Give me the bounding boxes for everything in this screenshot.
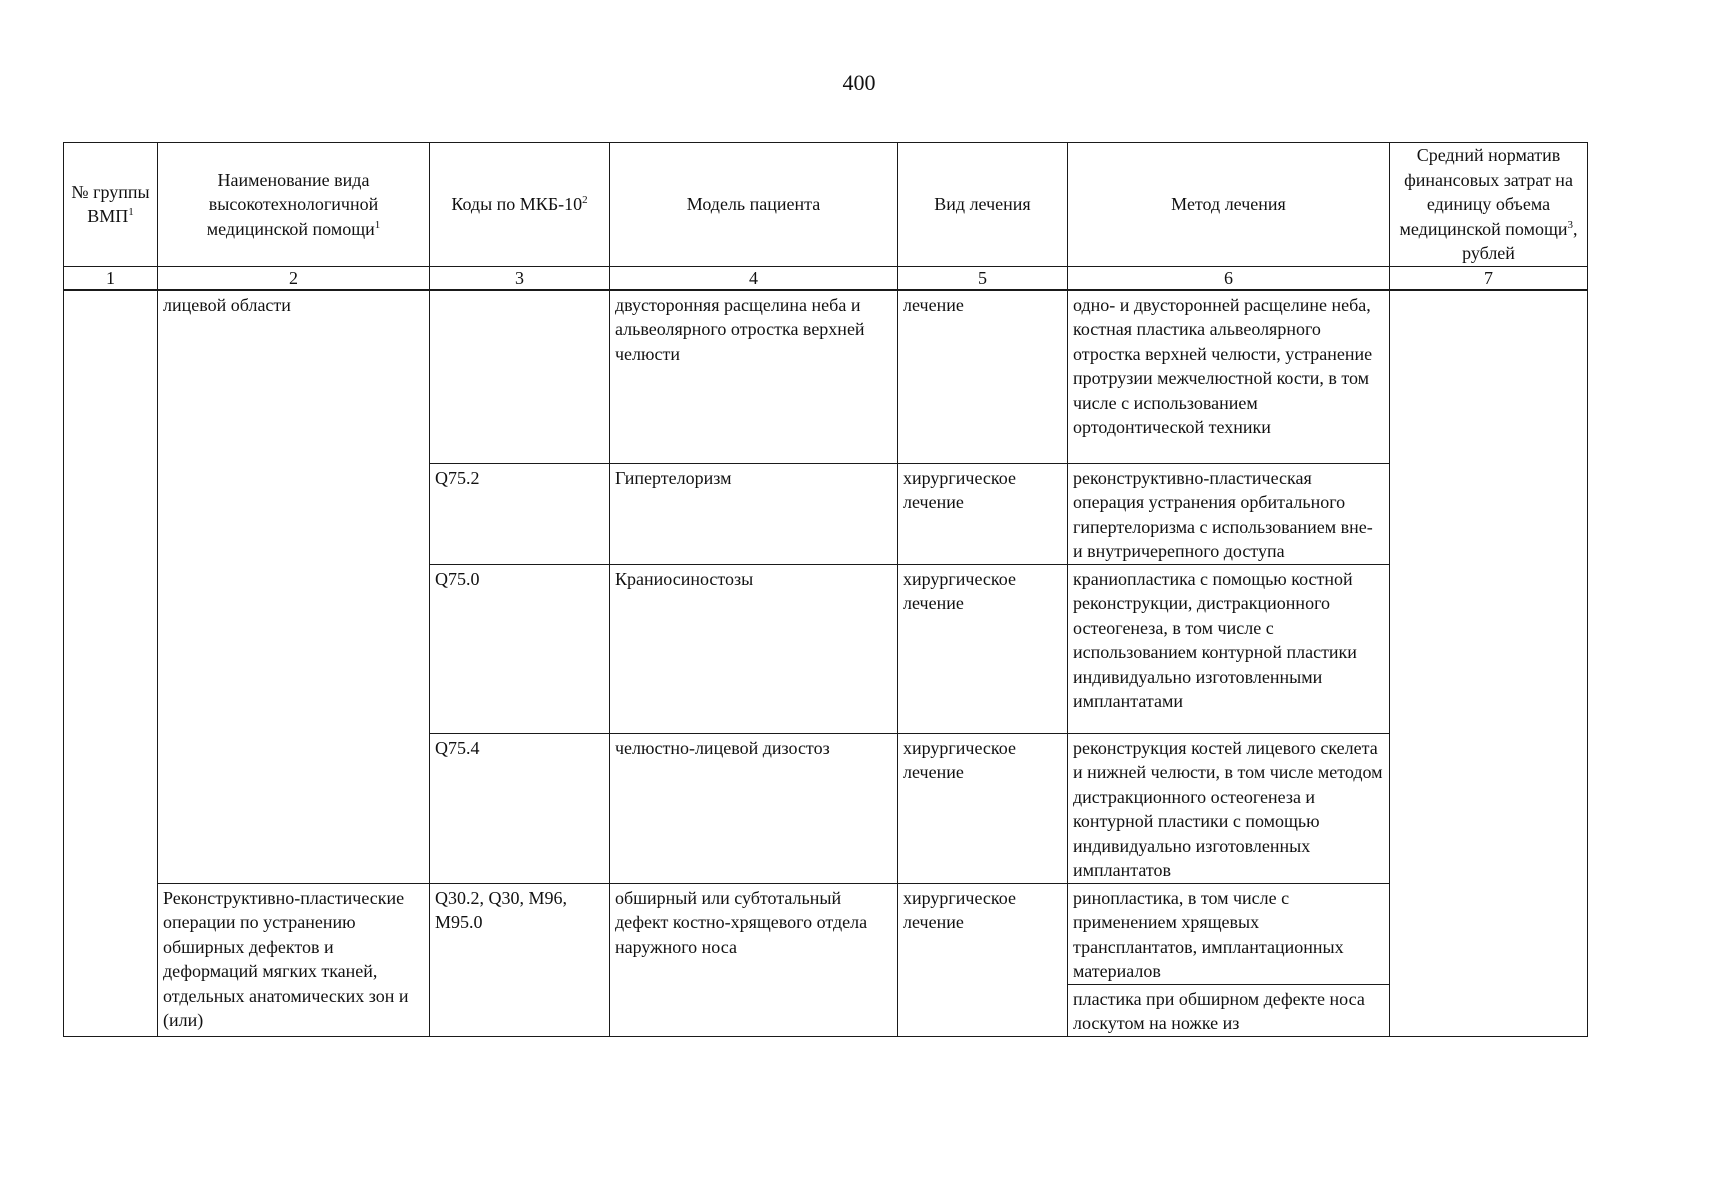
header-group-number: № группы ВМП$^1$ <box>64 143 158 267</box>
treatment-type-cell: лечение <box>898 290 1068 464</box>
table-row <box>64 883 1588 984</box>
header-treatment-type: Вид лечения <box>898 143 1068 267</box>
care-type-name-cell: лицевой области <box>158 290 430 884</box>
header-average-cost: Средний норматив финансовых затрат на единицу объема медицинской помощи$^3$, рублей <box>1390 143 1588 267</box>
treatment-type-cell: хирургическое лечение <box>898 463 1068 564</box>
icd-codes-cell: Q75.4 <box>430 733 610 883</box>
patient-model-cell: двусторонняя расщелина неба и альвеолярного отростка верхней челюсти <box>610 290 898 464</box>
treatment-type-cell: хирургическое лечение <box>898 883 1068 1036</box>
icd-codes-cell: Q30.2, Q30, M96, M95.0 <box>430 883 610 1036</box>
column-number: 5 <box>898 266 1068 290</box>
treatment-method-cell: ринопластика, в том числе с применением хрящевых трансплантатов, имплантационных материалов <box>1068 883 1390 984</box>
column-number: 1 <box>64 266 158 290</box>
treatment-method-cell: реконструкция костей лицевого скелета и нижней челюсти, в том числе методом дистракционного остеогенеза и контурной пластики с помощью индивидуально изготовленных имплантатов <box>1068 733 1390 883</box>
page-number: 400 <box>842 70 876 95</box>
care-type-name-cell: Реконструктивно-пластические операции по устранению обширных дефектов и деформаций мягких тканей, отдельных анатомических зон и (или) <box>158 883 430 1036</box>
patient-model-cell: Гипертелоризм <box>610 463 898 564</box>
group-number-cell <box>64 290 158 1037</box>
icd-codes-cell <box>430 290 610 464</box>
column-number-row <box>64 266 1588 290</box>
treatment-type-cell: хирургическое лечение <box>898 564 1068 733</box>
column-number: 4 <box>610 266 898 290</box>
column-number: 6 <box>1068 266 1390 290</box>
patient-model-cell: челюстно-лицевой дизостоз <box>610 733 898 883</box>
treatment-method-cell: реконструктивно-пластическая операция устранения орбитального гипертелоризма с использованием вне- и внутричерепного доступа <box>1068 463 1390 564</box>
column-number: 7 <box>1390 266 1588 290</box>
treatment-method-cell: краниопластика с помощью костной реконструкции, дистракционного остеогенеза, в том числе с использованием контурной пластики индивидуально изготовленными имплантатами <box>1068 564 1390 733</box>
icd-codes-cell: Q75.2 <box>430 463 610 564</box>
patient-model-cell: Краниосиностозы <box>610 564 898 733</box>
treatment-method-cell: одно- и двусторонней расщелине неба, костная пластика альвеолярного отростка верхней челюсти, устранение протрузии межчелюстной кости, в том числе с использованием ортодонтической техники <box>1068 290 1390 464</box>
table-header-row <box>64 143 1588 267</box>
icd-codes-cell: Q75.0 <box>430 564 610 733</box>
table-row <box>64 290 1588 464</box>
column-number: 2 <box>158 266 430 290</box>
treatment-method-cell: пластика при обширном дефекте носа лоскутом на ножке из <box>1068 984 1390 1036</box>
column-number: 3 <box>430 266 610 290</box>
patient-model-cell: обширный или субтотальный дефект костно-хрящевого отдела наружного носа <box>610 883 898 1036</box>
treatment-type-cell: хирургическое лечение <box>898 733 1068 883</box>
average-cost-cell <box>1390 290 1588 1037</box>
header-treatment-method: Метод лечения <box>1068 143 1390 267</box>
header-care-type-name: Наименование вида высокотехнологичной медицинской помощи$^1$ <box>158 143 430 267</box>
header-patient-model: Модель пациента <box>610 143 898 267</box>
header-icd-codes: Коды по МКБ-$10^2$ <box>430 143 610 267</box>
vmp-table <box>63 142 1588 1037</box>
